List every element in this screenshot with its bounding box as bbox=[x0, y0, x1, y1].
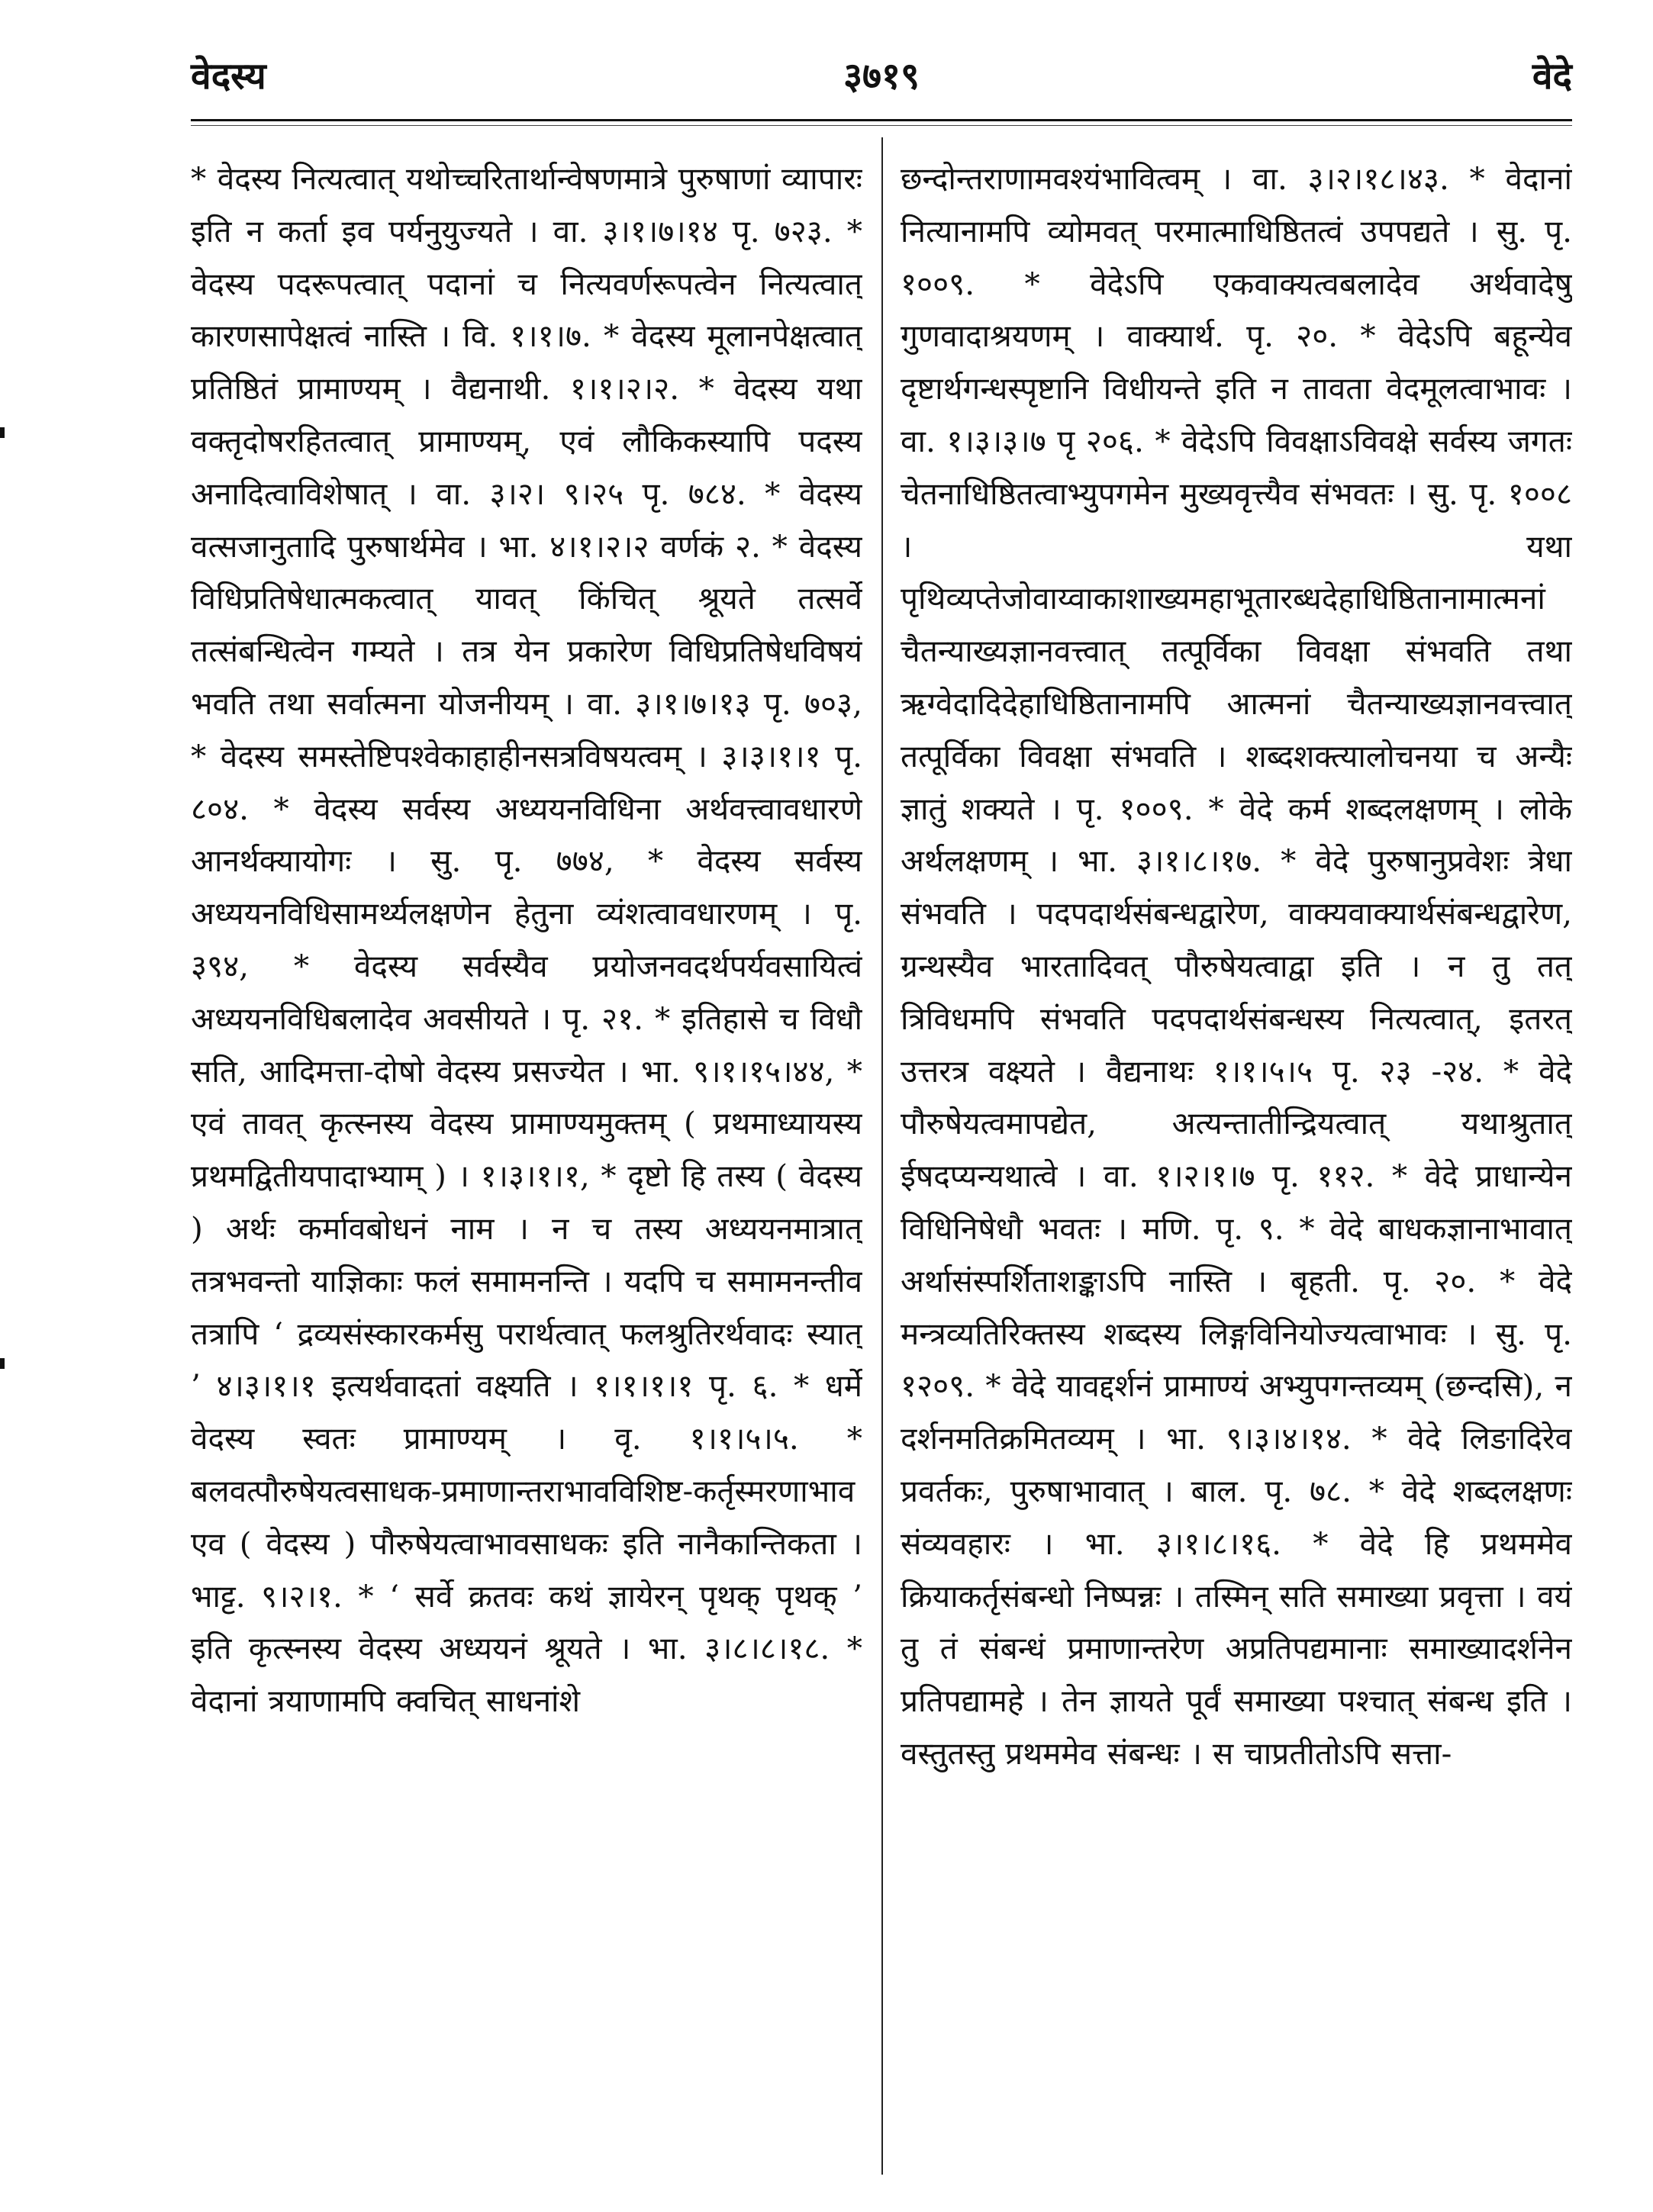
scan-edge-mark bbox=[0, 1358, 5, 1369]
right-column-text: छन्दोन्तराणामवश्यंभावित्वम् । वा. ३।२।१८।४३. * वेदानां नित्यानामपि व्योमवत् परमात्माधिष्ठितत्वं उपपद्यते । सु. पृ. १००९. * वेदेऽपि एकवाक्यत्वबलादेव अर्थवादेषु गुणवादाश्रयणम् । वाक्यार्थ. पृ. २०. * वेदेऽपि बहून्येव दृष्टार्थगन्धस्पृष्टानि विधीयन्ते इति न तावता वेदमूलत्वाभावः । वा. १।३।३।७ पृ २०६. * वेदेऽपि विवक्षाऽविवक्षे सर्वस्य जगतः चेतनाधिष्ठितत्वाभ्युपगमेन मुख्यवृत्त्यैव संभवतः । सु. पृ. १००८ । यथा पृथिव्यप्तेजोवाय्वाकाशाख्यमहाभूतारब्धदेहाधिष्ठितानामात्मनां चैतन्याख्यज्ञानवत्त्वात् तत्पूर्विका विवक्षा संभवति तथा ऋग्वेदादिदेहाधिष्ठितानामपि आत्मनां चैतन्याख्यज्ञानवत्त्वात् तत्पूर्विका विवक्षा संभवति । शब्दशक्त्यालोचनया च अन्यैः ज्ञातुं शक्यते । पृ. १००९. * वेदे कर्म शब्दलक्षणम् । लोके अर्थलक्षणम् । भा. ३।१।८।१७. * वेदे पुरुषानुप्रवेशः त्रेधा संभवति । पदपदार्थसंबन्धद्वारेण, वाक्यवाक्यार्थसंबन्धद्वारेण, ग्रन्थस्यैव भारतादिवत् पौरुषेयत्वाद्वा इति । न तु तत् त्रिविधमपि संभवति पदपदार्थसंबन्धस्य नित्यत्वात्, इतरत् उत्तरत्र वक्ष्यते । वैद्यनाथः १।१।५।५ पृ. २३ -२४. * वेदे पौरुषेयत्वमापद्येत, अत्यन्तातीन्द्रियत्वात् यथाश्रुतात् ईषदप्यन्यथात्वे । वा. १।२।१।७ पृ. ११२. * वेदे प्राधान्येन विधिनिषेधौ भवतः । मणि. पृ. ९. * वेदे बाधकज्ञानाभावात् अर्थासंस्पर्शिताशङ्काऽपि नास्ति । बृहती. पृ. २०. * वेदे मन्त्रव्यतिरिक्तस्य शब्दस्य लिङ्गविनियोज्यत्वाभावः । सु. पृ. १२०९. * वेदे यावद्दर्शनं प्रामाण्यं अभ्युपगन्तव्यम् (छन्दसि), न दर्शनमतिक्रमितव्यम् । भा. ९।३।४।१४. * वेदे लिङादिरेव प्रवर्तकः, पुरुषाभावात् । बाल. पृ. ७८. * वेदे शब्दलक्षणः संव्यवहारः । भा. ३।१।८।१६. * वेदे हि प्रथममेव क्रियाकर्तृसंबन्धो निष्पन्नः । तस्मिन् सति समाख्या प्रवृत्ता । वयं तु तं संबन्धं प्रमाणान्तरेण अप्रतिपद्यमानाः समाख्यादर्शनेन प्रतिपद्यामहे । तेन ज्ञायते पूर्वं समाख्या पश्चात् संबन्ध इति । वस्तुतस्तु प्रथममेव संबन्धः । स चाप्रतीतोऽपि सत्ता- bbox=[901, 160, 1572, 1772]
header-rule bbox=[191, 119, 1572, 121]
running-head-left: वेदस्य bbox=[191, 55, 266, 98]
page-number: ३७१९ bbox=[843, 55, 920, 98]
left-column-text: * वेदस्य नित्यत्वात् यथोच्चरितार्थान्वेषणमात्रे पुरुषाणां व्यापारः इति न कर्ता इव पर्यनुयुज्यते । वा. ३।१।७।१४ पृ. ७२३. * वेदस्य पदरूपत्वात् पदानां च नित्यवर्णरूपत्वेन नित्यत्वात् कारणसापेक्षत्वं नास्ति । वि. १।१।७. * वेदस्य मूलानपेक्षत्वात् प्रतिष्ठितं प्रामाण्यम् । वैद्यनाथी. १।१।२।२. * वेदस्य यथा वक्तृदोषरहितत्वात् प्रामाण्यम्, एवं लौकिकस्यापि पदस्य अनादित्वाविशेषात् । वा. ३।२। ९।२५ पृ. ७८४. * वेदस्य वत्सजानुतादि पुरुषार्थमेव । भा. ४।१।२।२ वर्णकं २. * वेदस्य विधिप्रतिषेधात्मकत्वात् यावत् किंचित् श्रूयते तत्सर्वे तत्संबन्धित्वेन गम्यते । तत्र येन प्रकारेण विधिप्रतिषेधविषयं भवति तथा सर्वात्मना योजनीयम् । वा. ३।१।७।१३ पृ. ७०३, * वेदस्य समस्तेष्टिपश्वेकाहाहीनसत्रविषयत्वम् । ३।३।१।१ पृ. ८०४. * वेदस्य सर्वस्य अध्ययनविधिना अर्थवत्त्वावधारणे आनर्थक्यायोगः । सु. पृ. ७७४, * वेदस्य सर्वस्य अध्ययनविधिसामर्थ्यलक्षणेन हेतुना व्यंशत्वावधारणम् । पृ. ३९४, * वेदस्य सर्वस्यैव प्रयोजनवदर्थपर्यवसायित्वं अध्ययनविधिबलादेव अवसीयते । पृ. २१. * इतिहासे च विधौ सति, आदिमत्ता-दोषो वेदस्य प्रसज्येत । भा. ९।१।१५।४४, * एवं तावत् कृत्स्नस्य वेदस्य प्रामाण्यमुक्तम् ( प्रथमाध्यायस्य प्रथमद्वितीयपादाभ्याम् ) । १।३।१।१, * दृष्टो हि तस्य ( वेदस्य ) अर्थः कर्मावबोधनं नाम । न च तस्य अध्ययनमात्रात् तत्रभवन्तो याज्ञिकाः फलं समामनन्ति । यदपि च समामनन्तीव तत्रापि ‘ द्रव्यसंस्कारकर्मसु परार्थत्वात् फलश्रुतिरर्थवादः स्यात् ’ ४।३।१।१ इत्यर्थवादतां वक्ष्यति । १।१।१।१ पृ. ६. * धर्मे वेदस्य स्वतः प्रामाण्यम् । वृ. १।१।५।५. * बलवत्पौरुषेयत्वसाधक-प्रमाणान्तराभावविशिष्ट-कर्तृस्मरणाभाव एव ( वेदस्य ) पौरुषेयत्वाभावसाधकः इति नानैकान्तिकता । भाट्ट. ९।२।१. * ‘ सर्वे क्रतवः कथं ज्ञायेरन् पृथक् पृथक् ’ इति कृत्स्नस्य वेदस्य अध्ययनं श्रूयते । भा. ३।८।८।१८. * वेदानां त्रयाणामपि क्वचित् साधनांशे bbox=[191, 160, 862, 1720]
page-header bbox=[191, 46, 1572, 107]
column-divider bbox=[881, 137, 883, 2175]
header-rule-thin bbox=[191, 125, 1572, 126]
running-head-right: वेदे bbox=[1532, 55, 1572, 98]
scan-edge-mark bbox=[0, 427, 5, 438]
right-column bbox=[901, 153, 1572, 2167]
dictionary-page bbox=[191, 46, 1572, 2182]
left-column bbox=[191, 153, 862, 2167]
